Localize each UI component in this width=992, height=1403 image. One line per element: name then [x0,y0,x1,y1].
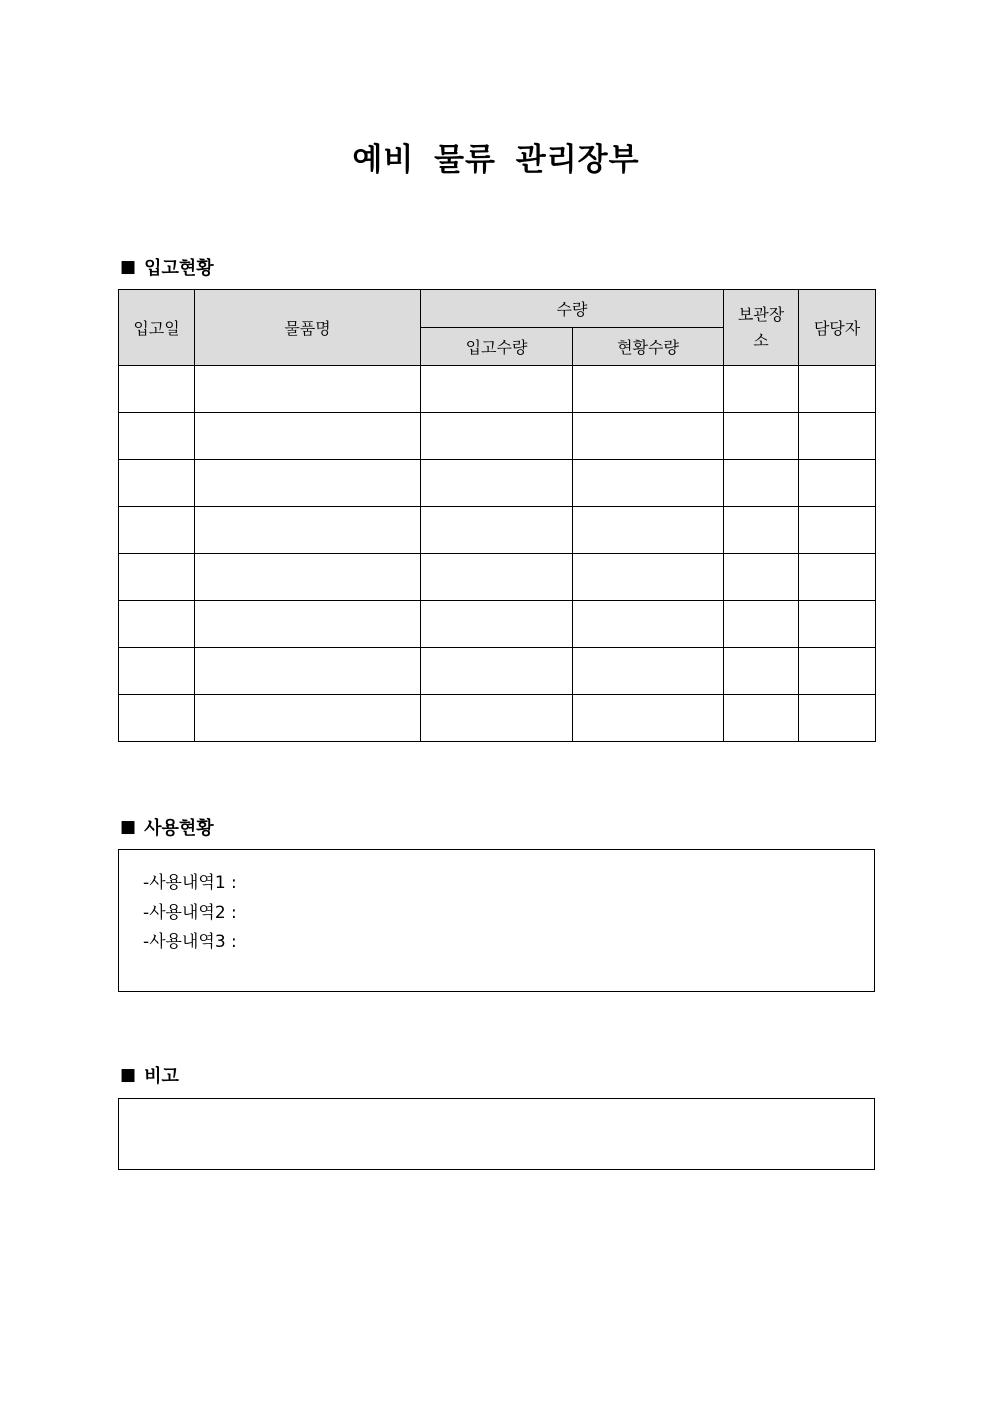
usage-section-heading [120,814,214,840]
table-row [119,460,876,507]
table-row [119,554,876,601]
cell-date [119,413,195,460]
usage-box [118,849,875,992]
table-row [119,366,876,413]
cell-received-qty [421,695,573,742]
cell-current-qty [573,648,724,695]
cell-item [195,460,421,507]
cell-current-qty [573,366,724,413]
square-bullet-icon: ■ [120,1065,137,1085]
receipt-section-heading [120,254,214,280]
cell-received-qty [421,366,573,413]
usage-heading-label: 사용현황 [144,818,214,839]
table-row [119,413,876,460]
usage-line-3: -사용내역3 : [143,932,237,952]
receipt-heading-label: 입고현황 [144,258,214,279]
cell-manager [799,648,876,695]
cell-date [119,460,195,507]
cell-storage [724,601,799,648]
cell-received-qty [421,507,573,554]
column-header-current-qty: 현황수량 [573,328,724,366]
cell-current-qty [573,460,724,507]
column-header-quantity: 수량 [421,290,724,328]
cell-manager [799,507,876,554]
cell-current-qty [573,695,724,742]
cell-received-qty [421,648,573,695]
cell-received-qty [421,601,573,648]
cell-date [119,366,195,413]
remarks-section-heading [120,1062,179,1088]
cell-item [195,366,421,413]
cell-date [119,648,195,695]
cell-received-qty [421,554,573,601]
cell-manager [799,554,876,601]
cell-manager [799,695,876,742]
receipt-table [118,289,876,742]
cell-item [195,507,421,554]
column-header-manager: 담당자 [799,290,876,366]
cell-current-qty [573,413,724,460]
cell-manager [799,460,876,507]
cell-item [195,554,421,601]
table-row [119,695,876,742]
table-row [119,648,876,695]
receipt-table-body [119,366,876,742]
cell-item [195,648,421,695]
cell-storage [724,695,799,742]
usage-line-1: -사용내역1 : [143,873,237,893]
cell-storage [724,460,799,507]
column-header-date: 입고일 [119,290,195,366]
cell-manager [799,413,876,460]
table-row [119,601,876,648]
cell-item [195,413,421,460]
cell-date [119,695,195,742]
cell-storage [724,366,799,413]
cell-storage [724,413,799,460]
cell-item [195,695,421,742]
column-header-storage: 보관장소 [724,290,799,366]
cell-manager [799,366,876,413]
cell-date [119,601,195,648]
remarks-box [118,1098,875,1170]
cell-date [119,554,195,601]
cell-current-qty [573,601,724,648]
cell-storage [724,648,799,695]
cell-item [195,601,421,648]
cell-received-qty [421,460,573,507]
cell-current-qty [573,507,724,554]
cell-storage [724,554,799,601]
remarks-heading-label: 비고 [144,1066,179,1087]
cell-storage [724,507,799,554]
cell-date [119,507,195,554]
cell-received-qty [421,413,573,460]
table-row [119,507,876,554]
square-bullet-icon: ■ [120,257,137,277]
column-header-received-qty: 입고수량 [421,328,573,366]
cell-manager [799,601,876,648]
square-bullet-icon: ■ [120,817,137,837]
document-title: 예비 물류 관리장부 [352,142,640,178]
usage-line-2: -사용내역2 : [143,902,237,923]
cell-current-qty [573,554,724,601]
column-header-item: 물품명 [195,290,421,366]
